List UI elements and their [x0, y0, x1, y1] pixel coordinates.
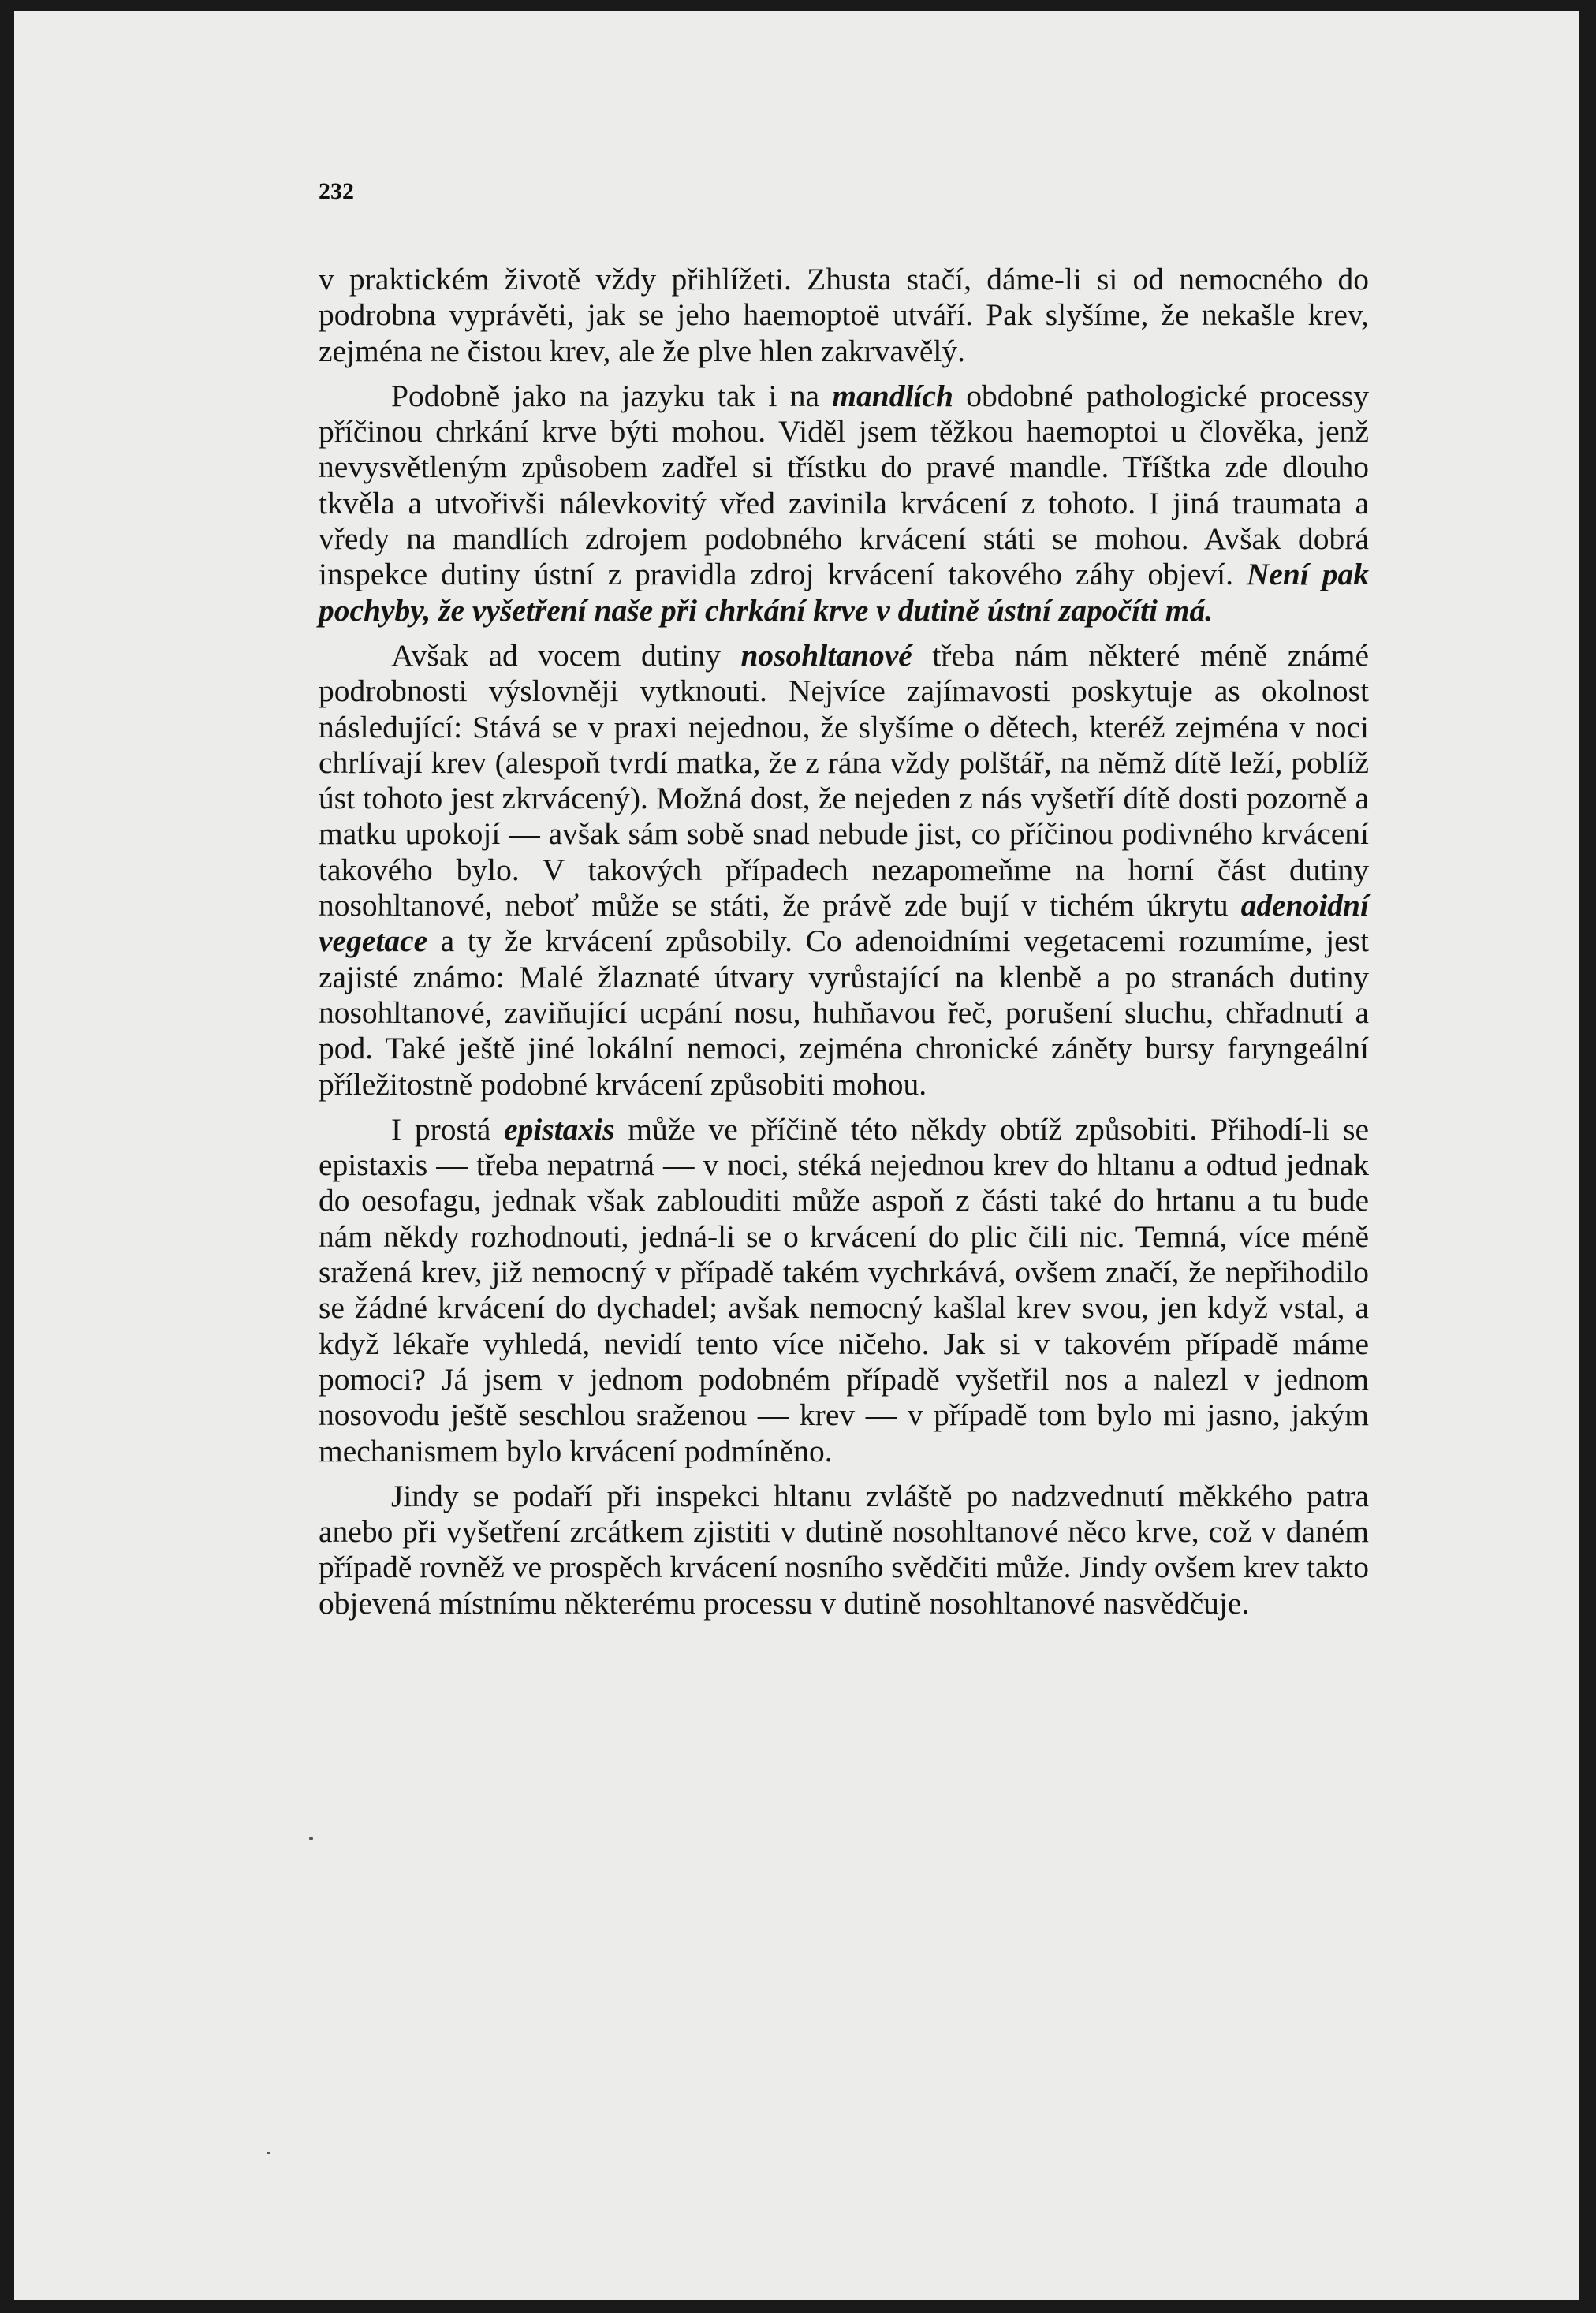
text-run: obdobné pathologické processy příčinou chrkání krve býti mohou. Viděl jsem těžkou haemoptoi u člověka, jenž nevysvětleným způsobem zadřel si třístku do pravé mandle. Tříštka zde dlouho tkvěla a utvořivši nálevkovitý vřed zavinila krvácení z tohoto. I jiná traumata a vředy na mandlích zdrojem podobného krvácení státi se mohou. Avšak dobrá inspekce dutiny ústní z pravidla zdroj krvácení takového záhy objeví. — [319, 378, 1370, 592]
emphasized-text: epistaxis — [504, 1111, 615, 1147]
text-run: Podobně jako na jazyku tak i na — [391, 378, 833, 413]
text-run: v praktickém životě vždy přihlížeti. Zhusta stačí, dáme-li si od nemocného do podrobna vyprávěti, jak se jeho haemoptoë utváří. Pak slyšíme, že nekašle krev, zejména ne čistou krev, ale že plve hlen zakrvavělý. — [319, 262, 1369, 368]
paragraph — [319, 262, 1369, 369]
text-run: třeba nám některé méně známé podrobnosti výslovněji vytknouti. Nejvíce zajímavosti poskytuje as okolnost následující: Stává se v praxi nejednou, že slyšíme o dětech, kteréž zejména v noci chrlívají krev (alespoň tvrdí matka, že z rána vždy polštář, na němž dítě leží, poblíž úst tohoto jest zkrvácený). Možná dost, že nejeden z nás vyšetří dítě dosti pozorně a matku upokojí — avšak sám sobě snad nebude jist, co příčinou podivného krvácení takového bylo. V takových případech nezapomeňme na horní část dutiny nosohltanové, neboť může se státi, že právě zde bují v tichém úkrytu — [319, 637, 1369, 923]
paragraph — [319, 379, 1369, 629]
emphasized-text: Není pak pochyby, že vyšetření naše při chrkání krve v dutině ústní započíti má. — [319, 557, 1369, 628]
book-page — [14, 11, 1579, 2300]
page-number: 232 — [319, 178, 354, 204]
text-run: Jindy se podaří při inspekci hltanu zvláště po nadzvednutí měkkého patra anebo při vyšetření zrcátkem zjistiti v dutině nosohltanové něco krve, což v daném případě rovněž ve prospěch krvácení nosního svědčiti může. Jindy ovšem krev takto objevená místnímu některému processu v dutině nosohltanové nasvědčuje. — [319, 1478, 1369, 1621]
text-run: Avšak ad vocem dutiny — [391, 637, 741, 673]
print-speck — [309, 1837, 313, 1840]
emphasized-text: nosohltanové — [740, 637, 912, 673]
paragraph — [319, 638, 1369, 1102]
text-run: I prostá — [391, 1111, 505, 1147]
text-run: a ty že krvácení způsobily. Co adenoidními vegetacemi rozumíme, jest zajisté známo: Malé žlaznaté útvary vyrůstající na klenbě a po stranách dutiny nosohltanové, zaviňující ucpání nosu, huhňavou řeč, porušení sluchu, chřadnutí a pod. Také ještě jiné lokální nemoci, zejména chronické záněty bursy faryngeální příležitostně podobné krvácení způsobiti mohou. — [319, 923, 1369, 1102]
body-text — [319, 262, 1369, 1631]
emphasized-text: adenoidní vegetace — [319, 888, 1369, 959]
paragraph — [319, 1112, 1369, 1469]
text-run: může ve příčině této někdy obtíž způsobiti. Přihodí-li se epistaxis — třeba nepatrná — v noci, stéká nejednou krev do hltanu a odtud jednak do oesofagu, jednak však zablouditi může aspoň z části také do hrtanu a tu bude nám někdy rozhodnouti, jedná-li se o krvácení do plic čili nic. Temná, více méně sražená krev, již nemocný v případě takém vychrkává, ovšem značí, že nepřihodilo se žádné krvácení do dychadel; avšak nemocný kašlal krev svou, jen když vstal, a když lékaře vyhledá, nevidí tento více ničeho. Jak si v takovém případě máme pomoci? Já jsem v jednom podobném případě vyšetřil nos a nalezl v jednom nosovodu ještě seschlou sraženou — krev — v případě tom bylo mi jasno, jakým mechanismem bylo krvácení podmíněno. — [319, 1111, 1370, 1468]
paragraph — [319, 1479, 1369, 1621]
emphasized-text: mandlích — [832, 378, 953, 413]
print-speck — [267, 2152, 270, 2154]
